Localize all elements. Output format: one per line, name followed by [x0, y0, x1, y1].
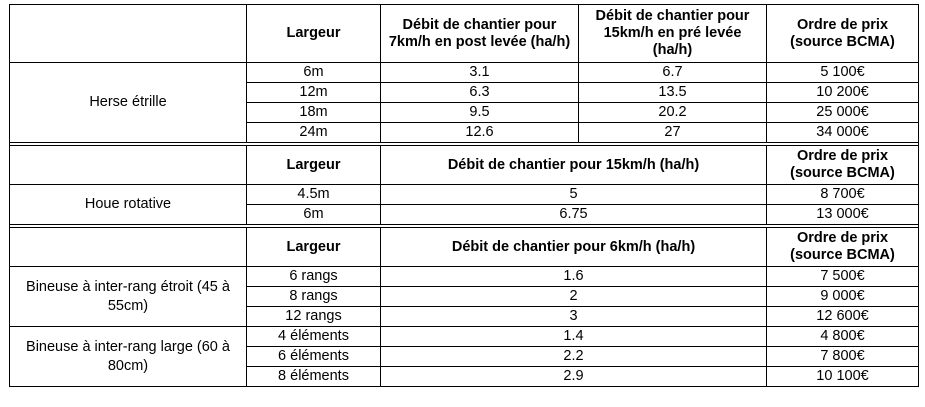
cell-largeur: 6 éléments	[247, 347, 381, 367]
cell-debit-pre: 20.2	[579, 103, 767, 123]
equipment-table	[9, 4, 919, 387]
cell-largeur: 6 rangs	[247, 267, 381, 287]
header-debit-pre-levee: Débit de chantier pour 15km/h en pré levée (ha/h)	[579, 5, 767, 63]
cell-prix: 12 600€	[767, 307, 919, 327]
cell-largeur: 12 rangs	[247, 307, 381, 327]
section2-header-row	[10, 146, 919, 185]
row-label-herse-etrille: Herse étrille	[10, 63, 247, 143]
cell-largeur: 24m	[247, 123, 381, 143]
cell-prix: 10 200€	[767, 83, 919, 103]
cell-debit-pre: 6.7	[579, 63, 767, 83]
section3-header-row	[10, 228, 919, 267]
cell-prix: 9 000€	[767, 287, 919, 307]
cell-largeur: 12m	[247, 83, 381, 103]
cell-debit-post: 12.6	[381, 123, 579, 143]
table-row	[10, 267, 919, 287]
cell-largeur: 4 éléments	[247, 327, 381, 347]
cell-largeur: 18m	[247, 103, 381, 123]
cell-prix: 5 100€	[767, 63, 919, 83]
header-ordre-de-prix: Ordre de prix (source BCMA)	[767, 146, 919, 185]
row-label-bineuse-etroit: Bineuse à inter-rang étroit (45 à 55cm)	[10, 267, 247, 327]
cell-debit: 2.2	[381, 347, 767, 367]
header-ordre-de-prix: Ordre de prix (source BCMA)	[767, 228, 919, 267]
cell-debit: 1.4	[381, 327, 767, 347]
cell-largeur: 8 éléments	[247, 367, 381, 387]
cell-debit: 5	[381, 185, 767, 205]
cell-prix: 7 800€	[767, 347, 919, 367]
cell-debit: 1.6	[381, 267, 767, 287]
header-debit-15kmh: Débit de chantier pour 15km/h (ha/h)	[381, 146, 767, 185]
cell-debit-pre: 27	[579, 123, 767, 143]
section1-header-row	[10, 5, 919, 63]
table-row	[10, 63, 919, 83]
cell-debit-post: 3.1	[381, 63, 579, 83]
cell-largeur: 4.5m	[247, 185, 381, 205]
header-ordre-de-prix: Ordre de prix (source BCMA)	[767, 5, 919, 63]
header-debit-post-levee: Débit de chantier pour 7km/h en post levée (ha/h)	[381, 5, 579, 63]
table-row	[10, 185, 919, 205]
cell-prix: 7 500€	[767, 267, 919, 287]
cell-largeur: 8 rangs	[247, 287, 381, 307]
cell-debit: 3	[381, 307, 767, 327]
header-largeur: Largeur	[247, 228, 381, 267]
cell-largeur: 6m	[247, 205, 381, 225]
cell-debit: 6.75	[381, 205, 767, 225]
cell-debit: 2	[381, 287, 767, 307]
header-largeur: Largeur	[247, 5, 381, 63]
cell-debit: 2.9	[381, 367, 767, 387]
row-label-bineuse-large: Bineuse à inter-rang large (60 à 80cm)	[10, 327, 247, 387]
cell-prix: 13 000€	[767, 205, 919, 225]
cell-debit-post: 9.5	[381, 103, 579, 123]
header-empty-cell	[10, 5, 247, 63]
header-largeur: Largeur	[247, 146, 381, 185]
cell-prix: 8 700€	[767, 185, 919, 205]
table-row	[10, 327, 919, 347]
cell-prix: 34 000€	[767, 123, 919, 143]
header-empty-cell	[10, 146, 247, 185]
cell-largeur: 6m	[247, 63, 381, 83]
cell-prix: 10 100€	[767, 367, 919, 387]
header-debit-6kmh: Débit de chantier pour 6km/h (ha/h)	[381, 228, 767, 267]
row-label-houe-rotative: Houe rotative	[10, 185, 247, 225]
cell-prix: 25 000€	[767, 103, 919, 123]
cell-debit-post: 6.3	[381, 83, 579, 103]
header-empty-cell	[10, 228, 247, 267]
cell-prix: 4 800€	[767, 327, 919, 347]
cell-debit-pre: 13.5	[579, 83, 767, 103]
